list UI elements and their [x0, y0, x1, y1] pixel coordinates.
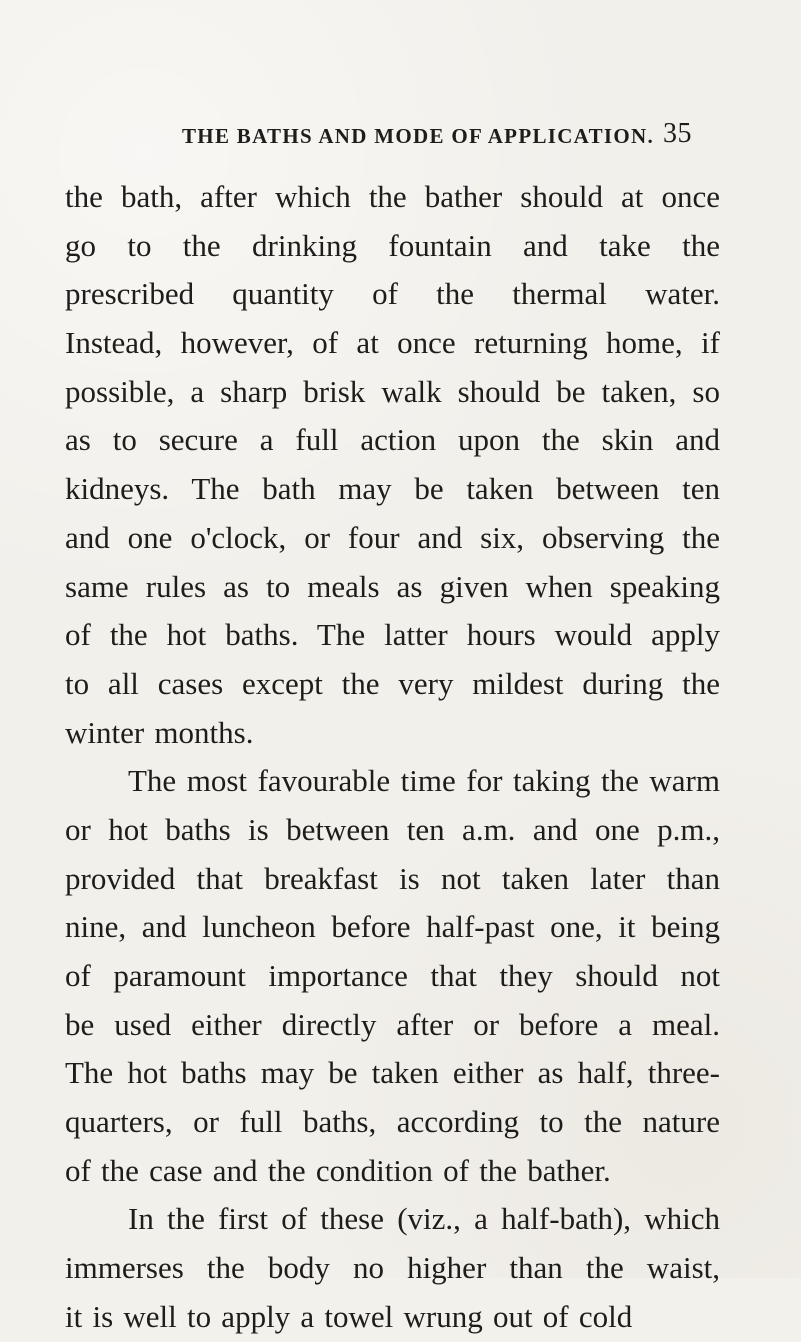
text-line: Instead, however, of at once returning home, if	[65, 325, 720, 361]
text-line: The most favourable time for taking the warm	[128, 763, 720, 799]
text-line: prescribed quantity of the thermal water.	[65, 276, 720, 312]
text-line: and one o'clock, or four and six, observing the	[65, 519, 720, 555]
text-line: of paramount importance that they should not	[65, 958, 720, 993]
text-line: The hot baths may be taken either as half, three-	[65, 1055, 720, 1091]
text-line: quarters, or full baths, according to the nature	[65, 1104, 720, 1140]
text-line: of the hot baths. The latter hours would apply	[65, 617, 720, 653]
text-line: or hot baths is between ten a.m. and one p.m.,	[65, 811, 720, 847]
text-line: the bath, after which the bather should at once	[65, 179, 720, 214]
running-title: THE BATHS AND MODE OF APPLICATION.	[182, 124, 655, 148]
text-line: kidneys. The bath may be taken between ten	[65, 471, 720, 507]
text-line: as to secure a full action upon the skin and	[65, 422, 720, 458]
text-line: to all cases except the very mildest during the	[65, 665, 720, 701]
text-line: same rules as to meals as given when speaking	[65, 568, 720, 604]
text-line: provided that breakfast is not taken later than	[65, 860, 720, 896]
text-line: winter months.	[65, 714, 254, 750]
text-line: possible, a sharp brisk walk should be taken, so	[65, 373, 720, 409]
text-line: nine, and luncheon before half-past one, it being	[65, 909, 720, 945]
page-number: 35	[663, 118, 692, 149]
text-line: In the first of these (viz., a half-bath), which	[128, 1201, 720, 1237]
running-head	[182, 118, 692, 152]
body-text	[65, 173, 720, 1342]
text-line: go to the drinking fountain and take the	[65, 227, 720, 263]
text-line: be used either directly after or before a meal.	[65, 1006, 720, 1042]
text-line: it is well to apply a towel wrung out of cold	[65, 1298, 633, 1334]
text-line: immerses the body no higher than the waist,	[65, 1250, 720, 1286]
text-line: of the case and the condition of the bather.	[65, 1152, 611, 1188]
